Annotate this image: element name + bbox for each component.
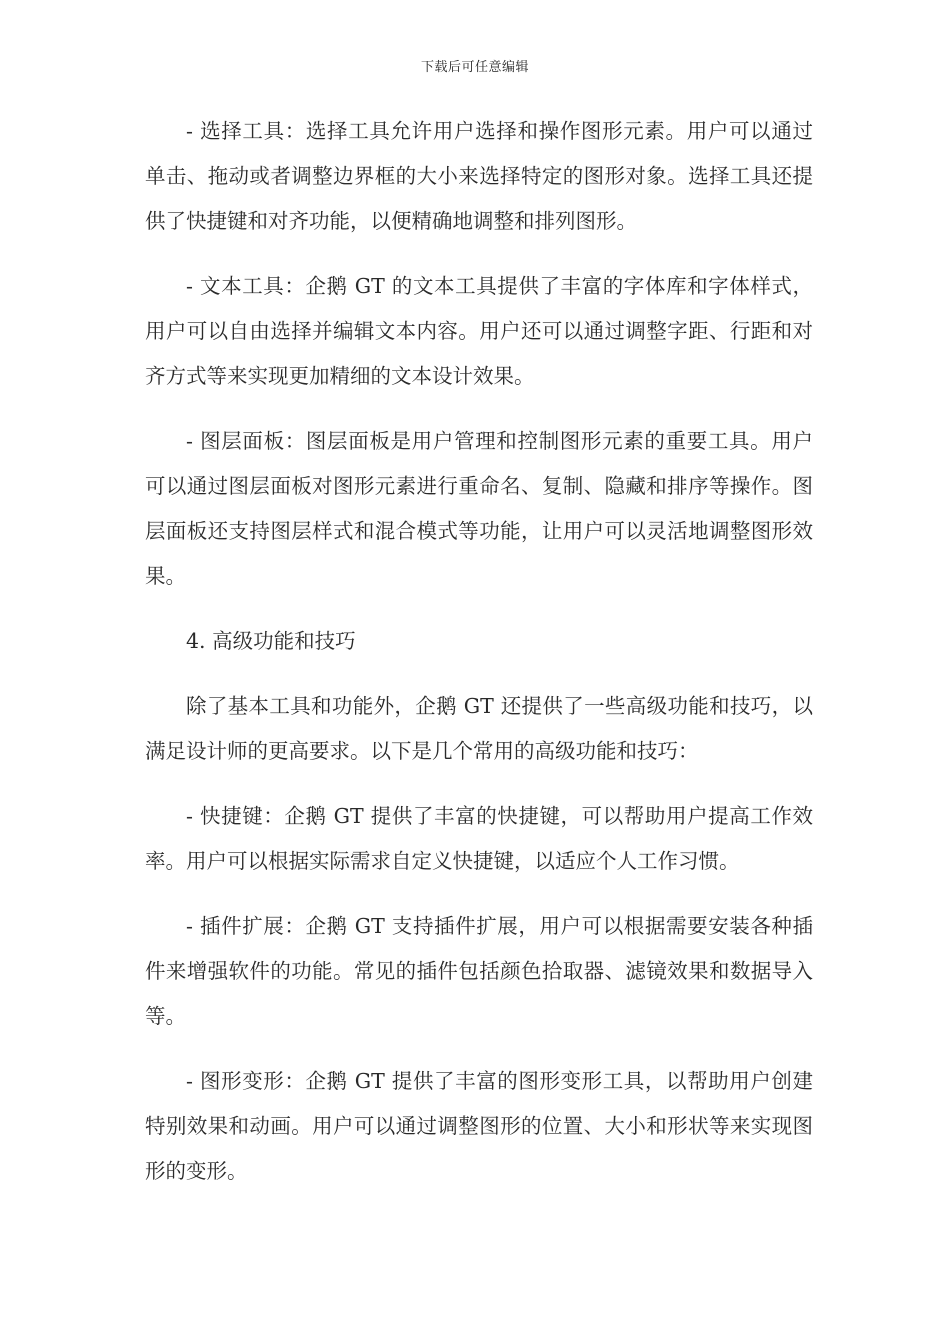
section-heading-advanced: 4. 高级功能和技巧 bbox=[186, 629, 356, 653]
paragraph-advanced-intro: 除了基本工具和功能外，企鹅 GT 还提供了一些高级功能和技巧，以满足设计师的更高要求。以下是几个常用的高级功能和技巧： bbox=[145, 694, 813, 763]
paragraph-selection-tool: - 选择工具：选择工具允许用户选择和操作图形元素。用户可以通过单击、拖动或者调整边界框的大小来选择特定的图形对象。选择工具还提供了快捷键和对齐功能，以便精确地调整和排列图形。 bbox=[145, 119, 813, 233]
paragraph-plugins: - 插件扩展：企鹅 GT 支持插件扩展，用户可以根据需要安装各种插件来增强软件的功能。常见的插件包括颜色拾取器、滤镜效果和数据导入等。 bbox=[145, 914, 813, 1028]
paragraph-transform: - 图形变形：企鹅 GT 提供了丰富的图形变形工具，以帮助用户创建特别效果和动画。用户可以通过调整图形的位置、大小和形状等来实现图形的变形。 bbox=[145, 1069, 813, 1183]
page-header: 下载后可任意编辑 bbox=[420, 60, 529, 75]
paragraph-text-tool: - 文本工具：企鹅 GT 的文本工具提供了丰富的字体库和字体样式，用户可以自由选择并编辑文本内容。用户还可以通过调整字距、行距和对齐方式等来实现更加精细的文本设计效果。 bbox=[145, 274, 813, 388]
paragraph-layers-panel: - 图层面板：图层面板是用户管理和控制图形元素的重要工具。用户可以通过图层面板对图形元素进行重命名、复制、隐藏和排序等操作。图层面板还支持图层样式和混合模式等功能，让用户可以灵活地调整图形效果。 bbox=[145, 429, 813, 588]
paragraph-shortcuts: - 快捷键：企鹅 GT 提供了丰富的快捷键，可以帮助用户提高工作效率。用户可以根据实际需求自定义快捷键，以适应个人工作习惯。 bbox=[145, 804, 813, 873]
document-body bbox=[145, 109, 813, 1214]
